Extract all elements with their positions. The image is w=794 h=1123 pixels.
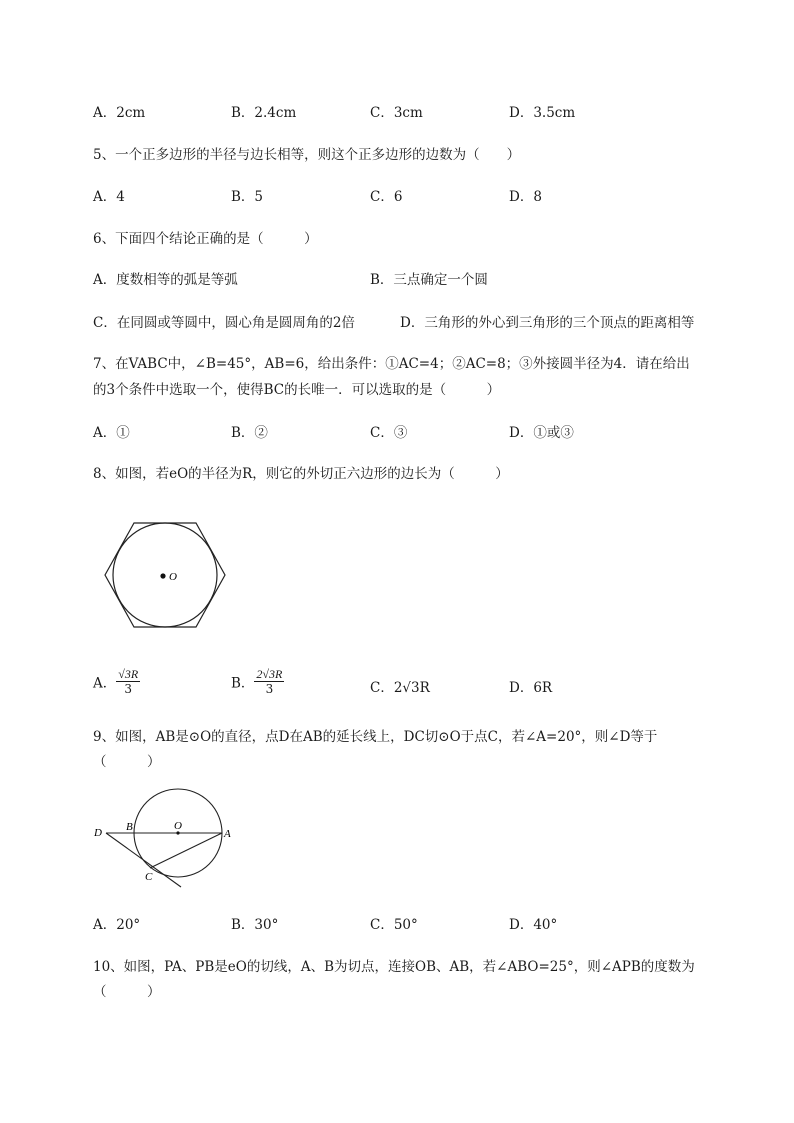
q4-option-b: B．2.4cm xyxy=(231,105,297,121)
label-a: A xyxy=(224,828,231,840)
q9-stem-line2: （ ） xyxy=(93,754,161,770)
q8-option-a-fraction xyxy=(116,667,140,696)
q7-option-a: A．① xyxy=(93,425,130,441)
q9-option-a: A．20° xyxy=(93,917,141,933)
q8-option-b xyxy=(231,667,284,696)
q8-option-a-denominator: 3 xyxy=(124,682,133,696)
center-point xyxy=(160,573,165,578)
label-d: D xyxy=(94,827,102,839)
q9-option-d: D．40° xyxy=(509,917,558,933)
q7-option-d: D．①或③ xyxy=(509,425,574,441)
center-label: O xyxy=(169,571,177,583)
q5-option-b: B．5 xyxy=(231,189,264,205)
label-o: O xyxy=(174,820,182,832)
q9-stem-line1: 9、如图，AB是⊙O的直径，点D在AB的延长线上，DC切⊙O于点C，若∠A=20°，则∠D等于 xyxy=(93,729,658,745)
q8-option-b-fraction xyxy=(254,667,284,696)
q8-hexagon-circle-figure xyxy=(100,515,230,635)
q6-option-d: D．三角形的外心到三角形的三个顶点的距离相等 xyxy=(400,315,695,331)
q4-option-a: A．2cm xyxy=(93,105,146,121)
q9-tangent-figure xyxy=(88,785,238,890)
q8-option-a-prefix: A． xyxy=(93,675,117,692)
q9-option-b: B．30° xyxy=(231,917,279,933)
q7-option-c: C．③ xyxy=(370,425,408,441)
q7-option-b: B．② xyxy=(231,425,268,441)
q8-option-b-numerator: 2√3R xyxy=(256,667,283,681)
q6-option-c: C．在同圆或等圆中，圆心角是圆周角的2倍 xyxy=(93,315,355,331)
q6-option-a: A．度数相等的弧是等弧 xyxy=(93,272,238,288)
q8-option-c: C．2√3R xyxy=(370,680,430,696)
q5-option-c: C．6 xyxy=(370,189,403,205)
chord-ca xyxy=(150,833,222,868)
q7-stem-line2: 的3个条件中选取一个，使得BC的长唯一．可以选取的是（ ） xyxy=(93,382,501,398)
q4-option-c: C．3cm xyxy=(370,105,423,121)
q8-option-a-numerator: √3R xyxy=(118,667,139,681)
q8-stem: 8、如图，若eO的半径为R，则它的外切正六边形的边长为（ ） xyxy=(93,466,509,482)
label-b: B xyxy=(126,821,133,833)
q8-option-b-prefix: B． xyxy=(231,675,255,692)
q8-option-b-denominator: 3 xyxy=(265,682,274,696)
q8-option-d: D．6R xyxy=(509,680,553,696)
label-c: C xyxy=(145,871,153,883)
q9-option-c: C．50° xyxy=(370,917,418,933)
q7-stem-line1: 7、在VABC中，∠B=45°，AB=6，给出条件：①AC=4；②AC=8；③外接圆半径为4．请在给出 xyxy=(93,356,690,372)
q5-option-d: D．8 xyxy=(509,189,542,205)
q4-option-d: D．3.5cm xyxy=(509,105,576,121)
q10-stem-line2: （ ） xyxy=(93,984,161,1000)
q5-stem: 5、一个正多边形的半径与边长相等，则这个正多边形的边数为（ ） xyxy=(93,147,521,163)
q10-stem-line1: 10、如图，PA、PB是eO的切线，A、B为切点，连接OB、AB，若∠ABO=25°，则∠APB的度数为 xyxy=(93,959,695,975)
q6-option-b: B．三点确定一个圆 xyxy=(370,272,488,288)
q8-option-a xyxy=(93,667,140,696)
tangent-dc xyxy=(106,833,181,887)
q5-option-a: A．4 xyxy=(93,189,125,205)
q6-stem: 6、下面四个结论正确的是（ ） xyxy=(93,231,318,247)
